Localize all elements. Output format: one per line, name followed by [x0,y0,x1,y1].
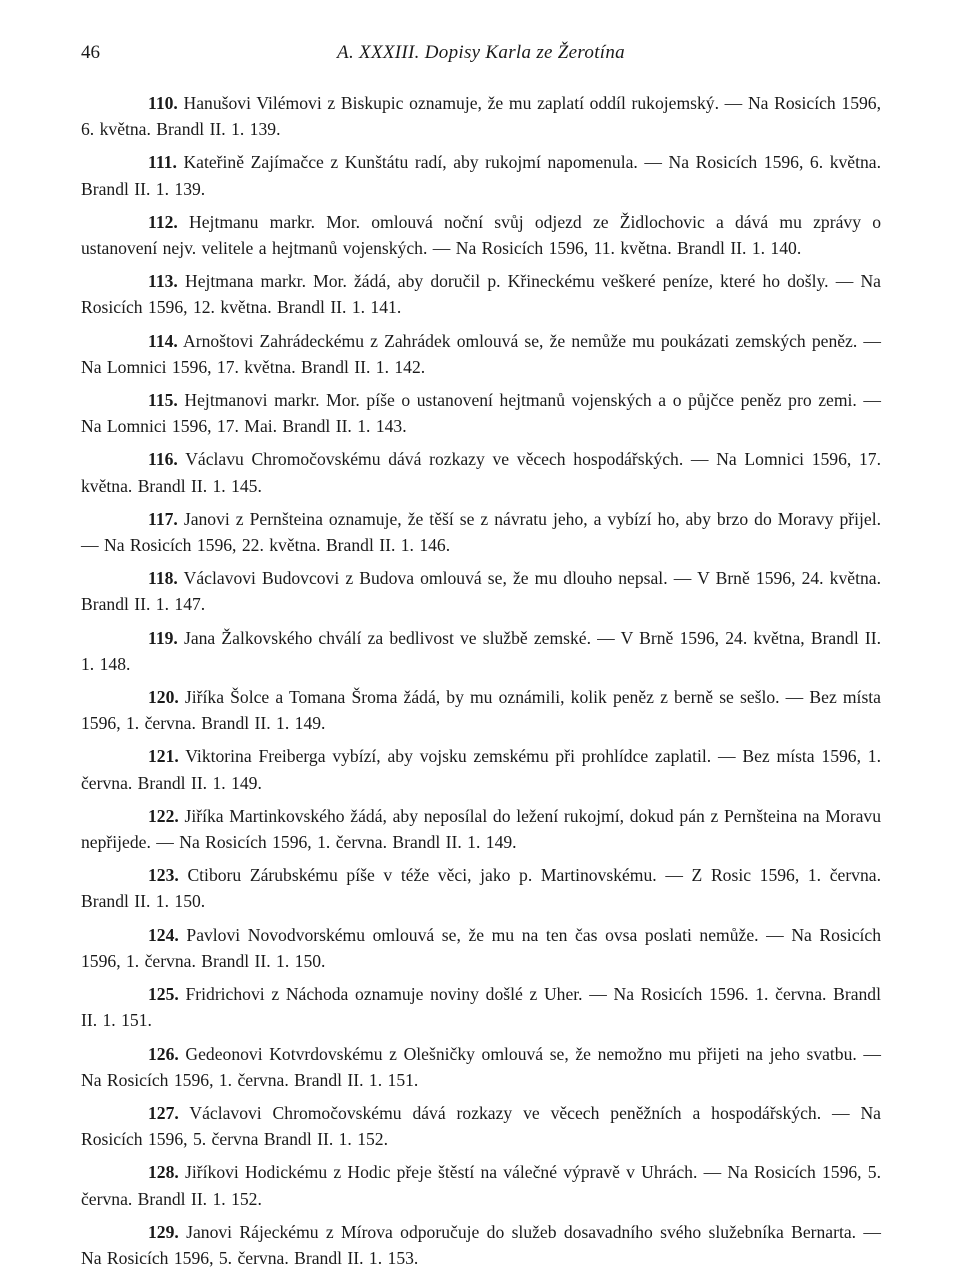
entry-text: Jana Žalkovského chválí za bedlivost ve službě zemské. — V Brně 1596, 24. května, Brandl II. 1. 148. [81,627,881,674]
entry-text: Hanušovi Vilémovi z Biskupic oznamuje, že mu zaplatí oddíl rukojemský. — Na Rosicích 1596, 6. května. Brandl II. 1. 139. [81,93,881,140]
letter-entry [81,387,881,439]
letter-entry [81,981,881,1033]
entry-text: Václavovi Chromočovskému dává rozkazy ve věcech peněžních a hospodářských. — Na Rosicích 1596, 5. června Brandl II. 1. 152. [81,1102,881,1150]
entry-number: 128. [148,1162,179,1183]
entry-number: 110. [148,93,178,113]
running-title: A. XXXIII. Dopisy Karla ze Žerotína [337,42,625,63]
page-header [81,42,881,70]
entry-number: 129. [148,1221,179,1242]
letter-entry [81,862,881,914]
entry-text: Václavovi Budovcovi z Budova omlouvá se, že mu dlouho nepsal. — V Brně 1596, 24. května. Brandl II. 1. 147. [81,568,881,615]
entry-number: 117. [148,508,178,529]
letter-entry [81,268,881,320]
entry-number: 112. [148,211,178,232]
entry-text: Janovi z Pernšteina oznamuje, že těší se z návratu jeho, a vybízí ho, aby brzo do Moravy přijel. — Na Rosicích 1596, 22. května. Brandl II. 1. 146. [81,508,881,556]
letter-entry [81,803,881,855]
letter-entry [81,625,881,677]
letter-entry [81,922,881,974]
entry-text: Jiříka Šolce a Tomana Šroma žádá, by mu oznámili, kolik peněz z berně se sešlo. — Bez místa 1596, 1. června. Brandl II. 1. 149. [81,687,881,734]
page-number: 46 [81,42,100,63]
entry-text: Fridrichovi z Náchoda oznamuje noviny došlé z Uher. — Na Rosicích 1596. 1. června. Brandl II. 1. 151. [81,984,881,1031]
entry-number: 123. [148,865,179,886]
entry-number: 119. [148,627,178,648]
entry-number: 120. [148,687,179,708]
entry-number: 127. [148,1102,179,1123]
entry-number: 111. [148,152,177,173]
letter-entry [81,1041,881,1093]
entry-text: Václavu Chromočovskému dává rozkazy ve věcech hospodářských. — Na Lomnici 1596, 17. května. Brandl II. 1. 145. [81,449,881,496]
entry-text: Pavlovi Novodvorskému omlouvá se, že mu na ten čas ovsa poslati nemůže. — Na Rosicích 1596, 1. června. Brandl II. 1. 150. [81,924,881,971]
letter-entry [81,90,881,142]
entry-text: Hejtmana markr. Mor. žádá, aby doručil p. Křineckému veškeré peníze, které ho došly. — Na Rosicích 1596, 12. května. Brandl II. 1. 141. [81,271,881,318]
letter-entry [81,506,881,558]
entry-text: Kateřině Zajímačce z Kunštátu radí, aby rukojmí napomenula. — Na Rosicích 1596, 6. května. Brandl II. 1. 139. [81,152,881,199]
entry-text: Jiříkovi Hodickému z Hodic přeje štěstí na válečné výpravě v Uhrách. — Na Rosicích 1596, 5. června. Brandl II. 1. 152. [81,1162,882,1209]
letter-entry [81,209,881,261]
entry-text: Viktorina Freiberga vybízí, aby vojsku zemskému při prohlídce zaplatil. — Bez místa 1596, 1. června. Brandl II. 1. 149. [81,746,881,793]
entry-text: Ctiboru Zárubskému píše v téže věci, jako p. Martinovskému. — Z Rosic 1596, 1. června. Brandl II. 1. 150. [81,865,881,912]
letter-entry [81,1100,881,1152]
entry-number: 114. [148,330,178,351]
letter-entry [81,684,881,736]
entry-number: 115. [148,390,178,411]
entry-text: Hejtmanovi markr. Mor. píše o ustanovení hejtmanů vojenských a o půjčce peněz pro zemi. — Na Lomnici 1596, 17. Mai. Brandl II. 1. 143. [81,390,881,437]
entry-text: Janovi Rájeckému z Mírova odporučuje do služeb dosavadního svého služebníka Bernarta. — Na Rosicích 1596, 5. června. Brandl II. 1. 153. [81,1221,881,1268]
entry-text: Jiříka Martinkovského žádá, aby neposílal do ležení rukojmí, dokud pán z Pernšteina na Moravu nepřijede. — Na Rosicích 1596, 1. června. Brandl II. 1. 149. [81,805,881,853]
entry-number: 122. [148,805,179,826]
entry-text: Gedeonovi Kotvrdovskému z Olešničky omlouvá se, že nemožno mu přijeti na jeho svatbu. — Na Rosicích 1596, 1. června. Brandl II. 1. 151. [81,1043,881,1090]
entry-text: Arnoštovi Zahrádeckému z Zahrádek omlouvá se, že nemůže mu poukázati zemských peněz. — Na Lomnici 1596, 17. května. Brandl II. 1. 142. [81,330,881,377]
letter-entry [81,149,881,201]
letter-entry [81,328,881,380]
entry-number: 116. [148,449,178,470]
entry-number: 113. [148,271,178,292]
letter-entry [81,1219,881,1271]
letter-entry [81,743,881,795]
entry-number: 118. [148,568,178,589]
letter-entry [81,1159,881,1211]
entry-number: 121. [148,746,179,767]
entry-number: 125. [148,984,179,1005]
letter-entry [81,565,881,617]
entry-number: 126. [148,1043,179,1064]
letter-entry [81,446,881,498]
entry-text: Hejtmanu markr. Mor. omlouvá noční svůj odjezd ze Židlochovic a dává mu zprávy o ustanovení nejv. velitele a hejtmanů vojenských. — Na Rosicích 1596, 11. května. Brandl II. 1. 140. [81,211,881,259]
letter-register [81,90,881,1278]
entry-number: 124. [148,924,179,945]
